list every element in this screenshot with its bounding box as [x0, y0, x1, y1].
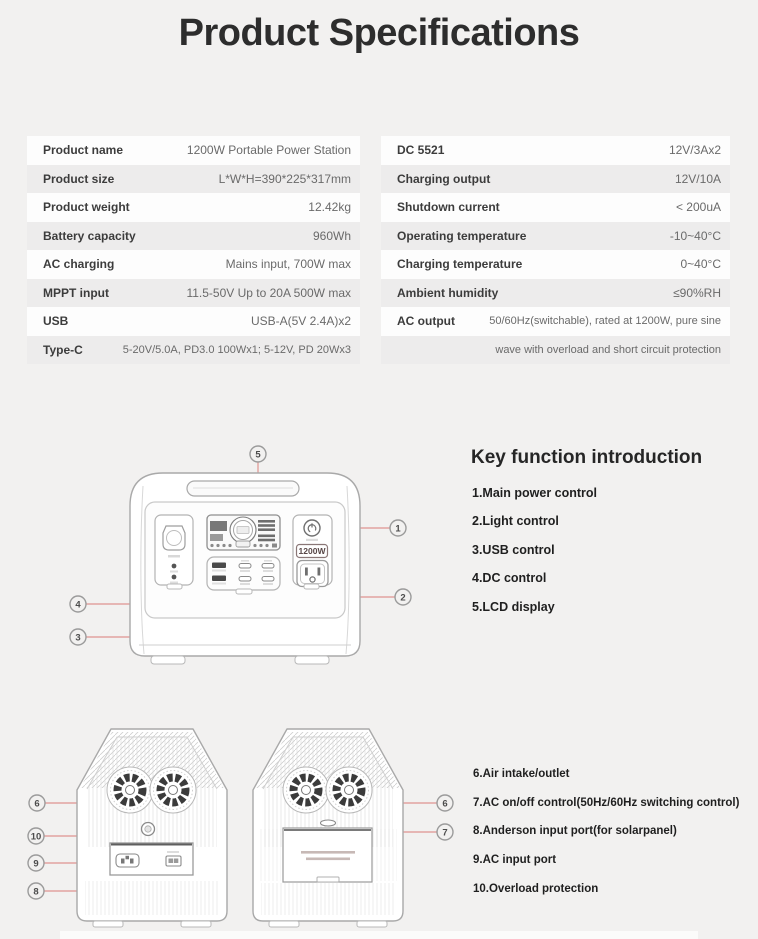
svg-text:10: 10	[30, 831, 42, 843]
spec-value: L*W*H=390*225*317mm	[218, 171, 351, 186]
spec-value: 12.42kg	[308, 200, 351, 215]
list-item: 2.Light control	[472, 514, 559, 529]
key-function-heading: Key function introduction	[471, 447, 703, 468]
list-item: 7.AC on/off control(50Hz/60Hz switching control)	[473, 796, 740, 809]
spec-value: -10~40°C	[669, 228, 721, 243]
power-rating-label: 1200W	[298, 546, 326, 556]
callout-6-right	[437, 795, 453, 811]
dc-port-icon	[172, 564, 177, 569]
spec-label: Battery capacity	[43, 228, 136, 243]
svg-text:6: 6	[34, 798, 40, 810]
ac-outlet-icon	[297, 561, 328, 587]
spec-label: Product weight	[43, 200, 130, 215]
table-row	[381, 193, 730, 222]
fan-icon	[326, 767, 372, 813]
callout-3	[70, 629, 86, 645]
callout-8	[28, 883, 44, 899]
svg-text:2: 2	[400, 592, 406, 604]
back-function-list	[473, 768, 739, 911]
callout-2	[395, 589, 411, 605]
table-row	[27, 222, 360, 251]
table-row	[27, 165, 360, 194]
back-view-diagram	[15, 705, 460, 935]
next-section-edge	[60, 931, 698, 939]
fan-icon	[283, 767, 329, 813]
usb-a-port-icon	[212, 576, 226, 582]
spec-value: < 200uA	[675, 200, 721, 215]
list-item: 8.Anderson input port(for solarpanel)	[473, 825, 677, 838]
svg-text:6: 6	[442, 798, 448, 810]
spec-value: 12V/10A	[674, 171, 721, 186]
table-row	[27, 250, 360, 279]
spec-value: wave with overload and short circuit protection	[495, 343, 721, 356]
table-row	[27, 193, 360, 222]
spec-value: 960Wh	[312, 228, 351, 243]
table-row	[381, 165, 730, 194]
dc-panel	[155, 515, 193, 589]
latch-slot-icon	[321, 820, 336, 826]
ac-panel	[293, 515, 332, 589]
table-row	[381, 250, 730, 279]
spec-label: Product name	[43, 143, 124, 158]
spec-label: Operating temperature	[397, 228, 527, 243]
spec-value: Mains input, 700W max	[225, 257, 351, 272]
callout-4	[70, 596, 86, 612]
usb-panel	[207, 557, 280, 594]
spec-label: Shutdown current	[397, 200, 500, 215]
callout-7	[437, 824, 453, 840]
spec-label-panel	[283, 828, 372, 882]
table-row	[27, 279, 360, 308]
table-row	[381, 307, 730, 336]
spec-value: 12V/3Ax2	[668, 143, 721, 158]
spec-value: 0~40°C	[680, 257, 721, 272]
spec-value: ≤90%RH	[673, 285, 721, 300]
table-row	[27, 136, 360, 165]
svg-text:1: 1	[395, 523, 401, 535]
callout-9	[28, 855, 44, 871]
key-function-list	[472, 486, 597, 628]
table-row	[381, 222, 730, 251]
spec-table-right	[381, 136, 730, 364]
front-view-diagram	[55, 438, 425, 673]
spec-label: Type-C	[43, 342, 83, 357]
callout-10	[28, 828, 44, 844]
spec-value: 11.5-50V Up to 20A 500W max	[186, 285, 351, 300]
list-item: 4.DC control	[472, 571, 547, 586]
svg-text:9: 9	[33, 858, 39, 870]
fan-icon	[150, 767, 196, 813]
lcd-display	[207, 515, 280, 550]
ac-inlet-icon	[116, 854, 139, 867]
spec-label: USB	[43, 314, 69, 329]
spec-table-left	[27, 136, 360, 364]
spec-value: 1200W Portable Power Station	[186, 143, 351, 158]
svg-text:5: 5	[255, 449, 261, 461]
list-item: 10.Overload protection	[473, 882, 599, 895]
power-button	[304, 520, 320, 536]
back-unit-right	[253, 729, 403, 927]
back-unit-left	[77, 729, 227, 927]
spec-label: MPPT input	[43, 285, 109, 300]
spec-value: USB-A(5V 2.4A)x2	[250, 314, 351, 329]
list-item: 6.Air intake/outlet	[473, 768, 570, 780]
spec-value: 5-20V/5.0A, PD3.0 100Wx1; 5-12V, PD 20Wx3	[122, 343, 351, 356]
table-row	[381, 279, 730, 308]
spec-label: Charging output	[397, 171, 491, 186]
input-recess-panel	[110, 843, 193, 875]
table-row	[27, 336, 360, 365]
table-row	[381, 136, 730, 165]
svg-text:7: 7	[442, 827, 448, 839]
spec-label: DC 5521	[397, 143, 445, 158]
overload-breaker-icon	[142, 823, 155, 836]
callout-6-left	[29, 795, 45, 811]
list-item: 9.AC input port	[473, 854, 557, 867]
list-item: 5.LCD display	[472, 599, 555, 614]
list-item: 3.USB control	[472, 542, 555, 557]
spec-label: AC output	[397, 314, 455, 329]
callout-1	[390, 520, 406, 536]
callout-5	[250, 446, 266, 462]
page-title: Product Specifications	[178, 12, 580, 54]
fan-icon	[107, 767, 153, 813]
svg-text:4: 4	[75, 599, 81, 611]
spec-label: AC charging	[43, 257, 115, 272]
svg-text:8: 8	[33, 886, 39, 898]
svg-text:3: 3	[75, 632, 81, 644]
dc-port-icon	[172, 575, 177, 580]
spec-value: 50/60Hz(switchable), rated at 1200W, pure sine	[489, 315, 721, 328]
spec-label: Ambient humidity	[397, 285, 499, 300]
list-item: 1.Main power control	[472, 486, 598, 500]
table-row	[381, 336, 730, 365]
usb-a-port-icon	[212, 563, 226, 569]
spec-label: Product size	[43, 171, 115, 186]
table-row	[27, 307, 360, 336]
spec-label: Charging temperature	[397, 257, 523, 272]
